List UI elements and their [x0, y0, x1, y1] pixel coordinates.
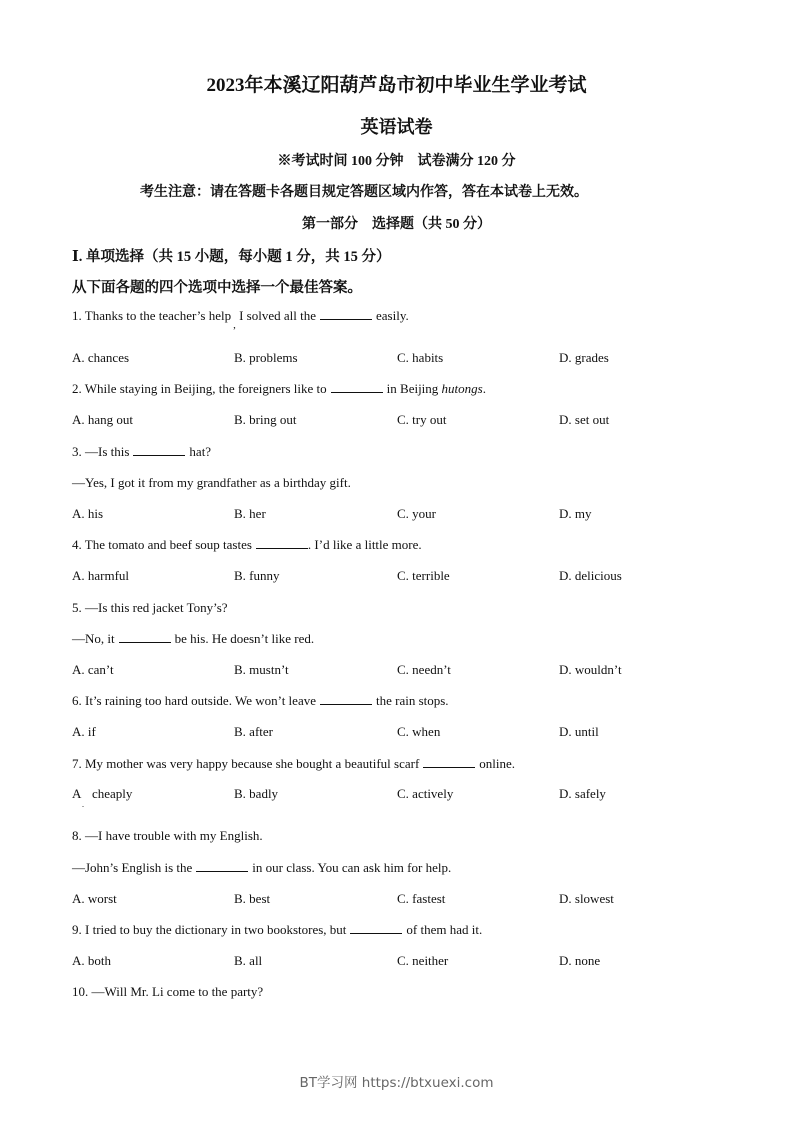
option-d: D. my	[559, 506, 592, 521]
question-text: in our class. You can ask him for help.	[252, 860, 452, 875]
answer-blank	[256, 538, 308, 549]
option-b: B. after	[234, 724, 273, 739]
option-d: D. until	[559, 724, 599, 739]
question-text: 7. My mother was very happy because she bought a beautiful scarf	[72, 756, 420, 771]
option-a: A. chances	[72, 350, 130, 365]
option-d: D. safely	[559, 786, 606, 801]
option-c: C. terrible	[397, 568, 450, 583]
option-d: D. wouldn’t	[559, 662, 622, 677]
exam-title: 2023年本溪辽阳葫芦岛市初中毕业生学业考试	[206, 75, 587, 96]
option-b: B. funny	[234, 568, 280, 583]
question-text: online.	[479, 756, 516, 771]
answer-blank	[320, 309, 372, 320]
question-5-reply	[72, 631, 314, 647]
question-text: 4. The tomato and beef soup tastes	[72, 537, 252, 552]
answer-blank	[119, 632, 171, 643]
option-d: D. slowest	[559, 891, 614, 906]
option-c: C. fastest	[397, 891, 446, 906]
part-title: 第一部分 选择题（共 50 分）	[302, 217, 491, 232]
question-3	[72, 444, 211, 460]
option-b: B. her	[234, 506, 266, 521]
footer-watermark[interactable]: BT学习网 https://btxuexi.com	[299, 1075, 494, 1091]
question-3-reply: —Yes, I got it from my grandfather as a birthday gift.	[72, 475, 351, 490]
option-a: A. harmful	[72, 568, 130, 583]
stray-dot: .	[82, 800, 84, 809]
option-a-letter: A	[72, 786, 82, 801]
option-a: A. can’t	[72, 662, 114, 677]
option-c: C. your	[397, 506, 436, 521]
option-d: D. set out	[559, 412, 610, 427]
option-c: C. actively	[397, 786, 454, 801]
question-9	[72, 922, 482, 938]
question-4	[72, 537, 422, 553]
section-title: Ⅰ. 单项选择（共 15 小题，每小题 1 分，共 15 分）	[72, 249, 391, 265]
answer-blank	[320, 694, 372, 705]
option-d: D. delicious	[559, 568, 622, 583]
question-text: 2. While staying in Beijing, the foreigners like to	[72, 381, 327, 396]
question-text: I solved all the	[235, 308, 316, 323]
question-text: —John’s English is the	[72, 860, 193, 875]
option-a: cheaply	[92, 786, 133, 801]
option-c: C. habits	[397, 350, 444, 365]
question-text: the rain stops.	[375, 693, 449, 708]
option-a: A. hang out	[72, 412, 134, 427]
question-5: 5. —Is this red jacket Tony’s?	[72, 600, 228, 615]
question-1	[72, 308, 409, 331]
question-8-reply	[72, 860, 451, 876]
option-b: B. bring out	[234, 412, 297, 427]
question-italic: hutongs	[441, 381, 483, 396]
question-text: of them had it.	[406, 922, 483, 937]
question-8: 8. —I have trouble with my English.	[72, 828, 263, 843]
stray-comma: ,	[233, 319, 236, 331]
option-c: C. when	[397, 724, 441, 739]
answer-blank	[196, 861, 248, 872]
option-c: C. needn’t	[397, 662, 451, 677]
exam-info: ※考试时间 100 分钟 试卷满分 120 分	[277, 154, 516, 169]
question-6	[72, 693, 449, 709]
option-d: D. grades	[559, 350, 609, 365]
option-d: D. none	[559, 953, 601, 968]
question-7	[72, 756, 515, 772]
question-text: hat?	[189, 444, 212, 459]
option-b: B. badly	[234, 786, 279, 801]
section-instruction: 从下面各题的四个选项中选择一个最佳答案。	[72, 280, 362, 296]
option-b: B. problems	[234, 350, 298, 365]
option-b: B. all	[234, 953, 263, 968]
option-a: A. worst	[72, 891, 117, 906]
answer-blank	[331, 382, 383, 393]
question-text: . I’d like a little more.	[307, 537, 422, 552]
option-b: B. mustn’t	[234, 662, 289, 677]
answer-blank	[423, 757, 475, 768]
option-c: C. neither	[397, 953, 449, 968]
option-a: A. his	[72, 506, 104, 521]
question-text: be his. He doesn’t like red.	[174, 631, 315, 646]
question-text: 9. I tried to buy the dictionary in two bookstores, but	[72, 922, 347, 937]
question-text: easily.	[376, 308, 409, 323]
question-2	[72, 381, 486, 397]
answer-blank	[133, 445, 185, 456]
question-text: 1. Thanks to the teacher’s help	[72, 308, 232, 323]
question-text: 3. —Is this	[72, 444, 130, 459]
question-10: 10. —Will Mr. Li come to the party?	[72, 984, 264, 999]
question-text: 6. It’s raining too hard outside. We won’t leave	[72, 693, 316, 708]
option-b: B. best	[234, 891, 271, 906]
question-text: —No, it	[72, 631, 115, 646]
option-a: A. both	[72, 953, 111, 968]
option-a: A. if	[72, 724, 96, 739]
exam-subtitle: 英语试卷	[360, 117, 433, 137]
answer-blank	[350, 923, 402, 934]
question-text: in Beijing	[386, 381, 439, 396]
question-text: .	[482, 381, 486, 396]
exam-notice: 考生注意：请在答题卡各题目规定答题区域内作答，答在本试卷上无效。	[140, 185, 588, 200]
option-c: C. try out	[397, 412, 447, 427]
